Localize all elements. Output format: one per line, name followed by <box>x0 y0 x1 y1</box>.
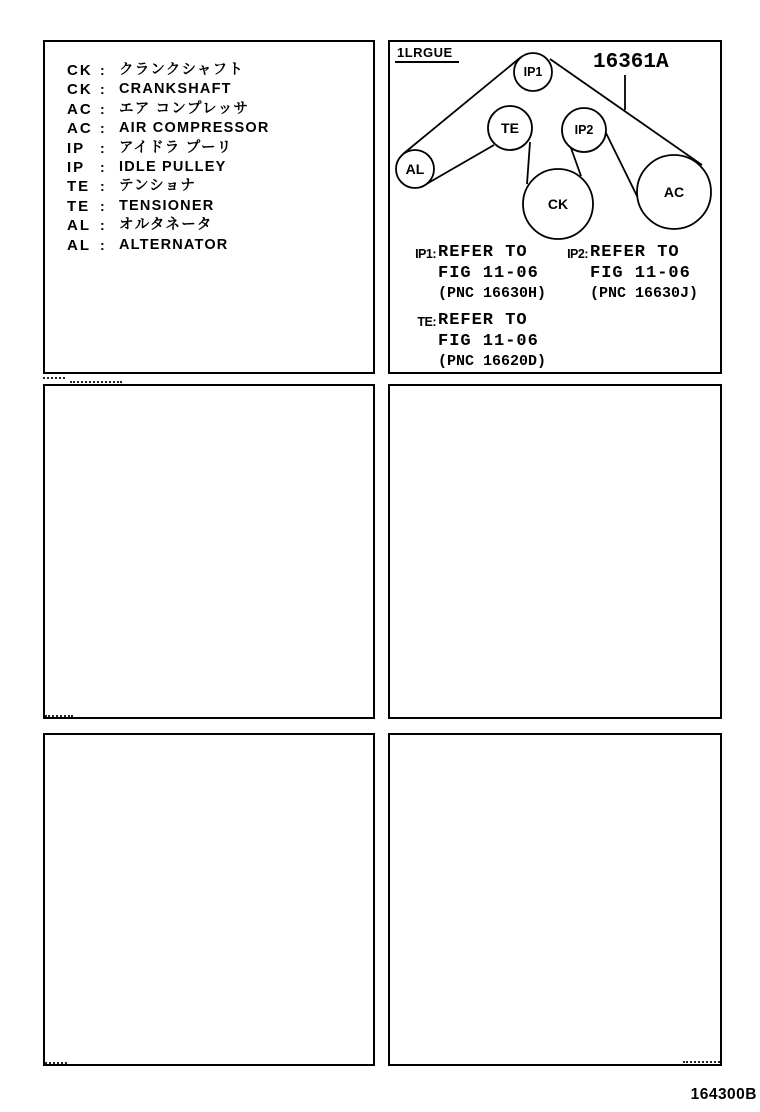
legend-panel <box>43 40 375 374</box>
note-line: REFER TO <box>438 243 528 262</box>
legend-abbr: TE <box>67 178 91 196</box>
note-line: REFER TO <box>590 243 680 262</box>
legend-row <box>67 236 373 255</box>
legend-separator: : <box>100 120 105 137</box>
empty-panel-middle-right <box>388 384 722 719</box>
legend-list <box>45 42 373 255</box>
legend-separator: : <box>100 158 105 175</box>
legend-row <box>67 177 373 196</box>
note-line: FIG 11-06 <box>590 263 691 283</box>
legend-value: TENSIONER <box>119 197 215 214</box>
legend-separator: : <box>100 178 105 195</box>
part-number-callout: 16361A <box>593 51 669 74</box>
legend-value: AIR COMPRESSOR <box>119 120 270 137</box>
pulley-al <box>396 150 434 188</box>
note-line: (PNC 16630J) <box>590 285 699 302</box>
note-te-text <box>438 311 546 373</box>
legend-row <box>67 119 373 138</box>
scan-artifact-dots <box>43 377 65 379</box>
legend-value: アイドラ プーリ <box>119 139 233 156</box>
note-ip2 <box>556 243 698 305</box>
note-te-prefix: TE: <box>417 315 436 329</box>
legend-value: クランクシャフト <box>119 62 245 78</box>
belt-run-ip2-ac <box>606 133 638 198</box>
legend-value: IDLE PULLEY <box>119 158 227 175</box>
empty-panel-middle-left <box>43 384 375 719</box>
legend-row <box>67 158 373 177</box>
note-line: (PNC 16620D) <box>438 353 547 370</box>
pulley-te-label: TE <box>501 120 519 136</box>
legend-row <box>67 216 373 235</box>
pulley-ip2 <box>562 108 606 152</box>
belt-run-te-ck <box>527 142 530 184</box>
legend-separator: : <box>100 100 105 117</box>
belt-routing-diagram <box>390 42 720 254</box>
scan-artifact-dots <box>683 1061 720 1063</box>
pulley-ip1-label: IP1 <box>523 65 543 79</box>
note-line: FIG 11-06 <box>438 331 539 351</box>
legend-row <box>67 139 373 158</box>
legend-abbr: AC <box>67 100 93 118</box>
note-ip1-text <box>438 243 546 305</box>
figure-code: 164300B <box>690 1086 757 1103</box>
scan-artifact-dots <box>45 715 73 717</box>
legend-value: エア コンプレッサ <box>119 100 250 117</box>
legend-abbr: IP <box>67 139 86 157</box>
note-ip2-text <box>590 243 698 305</box>
legend-abbr: AL <box>67 217 91 235</box>
pulley-ck-label: CK <box>547 196 569 212</box>
legend-separator: : <box>100 236 105 253</box>
pulley-al-label: AL <box>405 161 425 177</box>
note-line: REFER TO <box>438 311 528 330</box>
note-ip1-prefix: IP1: <box>415 247 436 261</box>
legend-row <box>67 197 373 216</box>
pulley-ip2-label: IP2 <box>574 123 594 137</box>
legend-row <box>67 61 373 80</box>
legend-value: テンショナ <box>119 178 197 195</box>
pulley-ac-label: AC <box>663 184 685 200</box>
pulley-ck <box>523 169 593 239</box>
legend-separator: : <box>100 217 105 234</box>
scan-artifact-dots <box>45 1062 67 1064</box>
pulley-ip1 <box>514 53 552 91</box>
engine-code-label: 1LRGUE <box>395 44 459 63</box>
belt-diagram-panel <box>388 40 722 374</box>
note-line: (PNC 16630H) <box>438 285 547 302</box>
legend-abbr: AC <box>67 120 93 138</box>
legend-row <box>67 100 373 119</box>
empty-panel-bottom-right <box>388 733 722 1066</box>
empty-panel-bottom-left <box>43 733 375 1066</box>
legend-abbr: AL <box>67 236 91 254</box>
note-line: FIG 11-06 <box>438 263 539 283</box>
legend-value: オルタネータ <box>119 217 213 234</box>
note-ip2-prefix: IP2: <box>567 247 588 261</box>
legend-abbr: CK <box>67 81 93 99</box>
legend-abbr: TE <box>67 197 91 215</box>
legend-value: ALTERNATOR <box>119 236 229 253</box>
note-te <box>404 311 546 373</box>
legend-abbr: IP <box>67 158 86 176</box>
pulley-ac <box>637 155 711 229</box>
scan-artifact-dots <box>70 381 122 383</box>
legend-row <box>67 80 373 99</box>
legend-value: CRANKSHAFT <box>119 81 232 98</box>
pulley-te <box>488 106 532 150</box>
legend-separator: : <box>100 139 105 156</box>
legend-abbr: CK <box>67 62 93 79</box>
legend-separator: : <box>100 197 105 214</box>
note-ip1 <box>404 243 546 305</box>
legend-separator: : <box>100 81 105 98</box>
legend-separator: : <box>100 62 105 78</box>
